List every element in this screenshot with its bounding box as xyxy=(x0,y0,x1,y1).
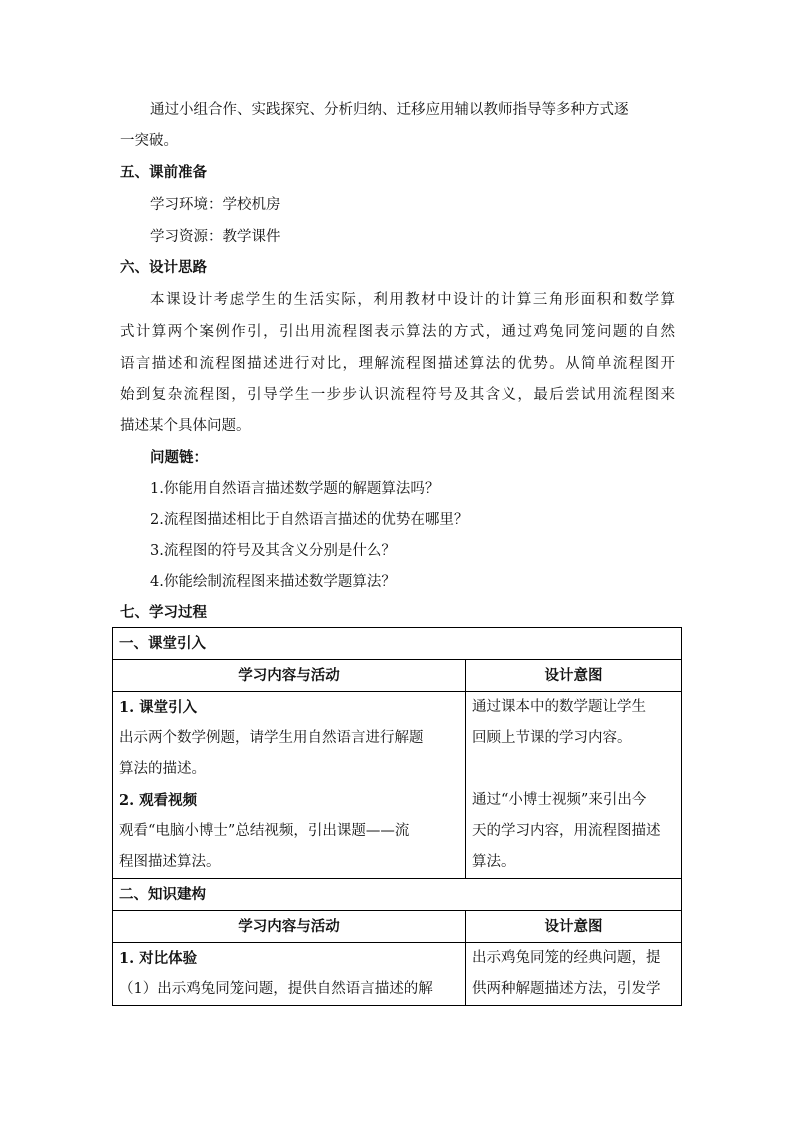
part1-item1-title: 1. 课堂引入 xyxy=(119,699,198,716)
section5-item-environment: 学习环境：学校机房 xyxy=(150,197,281,213)
section5-item-resources: 学习资源：教学课件 xyxy=(150,229,281,245)
part2-item1-title: 1. 对比体验 xyxy=(119,950,198,967)
part2-intent-cell xyxy=(466,943,682,1006)
col-header-intent-2: 设计意图 xyxy=(466,911,682,943)
col-header-activities: 学习内容与活动 xyxy=(113,660,466,692)
question-4: 4.你能绘制流程图来描述数学题算法？ xyxy=(150,574,396,590)
part2-intent1-line1: 出示鸡兔同笼的经典问题，提 xyxy=(472,950,661,966)
part1-item2-title: 2. 观看视频 xyxy=(119,792,198,809)
part1-item1-line2: 算法的描述。 xyxy=(119,761,206,777)
part1-intent1-line1: 通过课本中的数学题让学生 xyxy=(472,699,646,715)
part1-title: 一、课堂引入 xyxy=(113,628,682,660)
question-2: 2.流程图描述相比于自然语言描述的优势在哪里？ xyxy=(150,512,469,528)
question-chain-label: 问题链： xyxy=(150,449,208,466)
section6-heading: 六、设计思路 xyxy=(120,259,207,276)
table-row xyxy=(113,879,682,911)
part1-intent-cell xyxy=(466,692,682,879)
part1-intent1-line2: 回顾上节课的学习内容。 xyxy=(472,730,632,746)
part1-activities-cell xyxy=(113,692,466,879)
question-3: 3.流程图的符号及其含义分别是什么？ xyxy=(150,543,396,559)
table-row xyxy=(113,692,682,879)
table-row xyxy=(113,660,682,692)
learning-process-table xyxy=(112,627,682,1006)
part1-intent2-line1: 通过“小博士视频”来引出今 xyxy=(472,792,647,808)
part1-item2-line2: 程图描述算法。 xyxy=(119,854,221,870)
design-paragraph-line-3: 语言描述和流程图描述进行对比，理解流程图描述算法的优势。从简单流程图开 xyxy=(120,356,675,372)
part1-item2-line1: 观看“电脑小博士”总结视频，引出课题——流 xyxy=(119,823,410,839)
intro-line-2: 一突破。 xyxy=(120,133,178,149)
col-header-activities-2: 学习内容与活动 xyxy=(113,911,466,943)
intro-line-1: 通过小组合作、实践探究、分析归纳、迁移应用辅以教师指导等多种方式逐 xyxy=(150,102,629,118)
design-paragraph-line-4: 始到复杂流程图，引导学生一步步认识流程符号及其含义，最后尝试用流程图来 xyxy=(120,387,675,403)
part1-intent2-line2: 天的学习内容，用流程图描述 xyxy=(472,823,661,839)
part2-activities-cell xyxy=(113,943,466,1006)
table-row xyxy=(113,911,682,943)
table-row xyxy=(113,943,682,1006)
part2-item1-line1: （1）出示鸡兔同笼问题，提供自然语言描述的解 xyxy=(119,981,433,997)
section5-heading: 五、课前准备 xyxy=(120,164,207,181)
part1-intent2-line3: 算法。 xyxy=(472,854,516,870)
design-paragraph-line-5: 描述某个具体问题。 xyxy=(120,418,251,434)
table-row xyxy=(113,628,682,660)
part2-title: 二、知识建构 xyxy=(113,879,682,911)
col-header-intent: 设计意图 xyxy=(466,660,682,692)
design-paragraph-line-2: 式计算两个案例作引，引出用流程图表示算法的方式，通过鸡兔同笼问题的自然 xyxy=(120,324,675,340)
question-1: 1.你能用自然语言描述数学题的解题算法吗？ xyxy=(150,481,440,497)
section7-heading: 七、学习过程 xyxy=(120,604,207,621)
design-paragraph-line-1: 本课设计考虑学生的生活实际，利用教材中设计的计算三角形面积和数学算 xyxy=(150,292,675,308)
part1-item1-line1: 出示两个数学例题，请学生用自然语言进行解题 xyxy=(119,730,424,746)
part2-intent1-line2: 供两种解题描述方法，引发学 xyxy=(472,981,661,997)
